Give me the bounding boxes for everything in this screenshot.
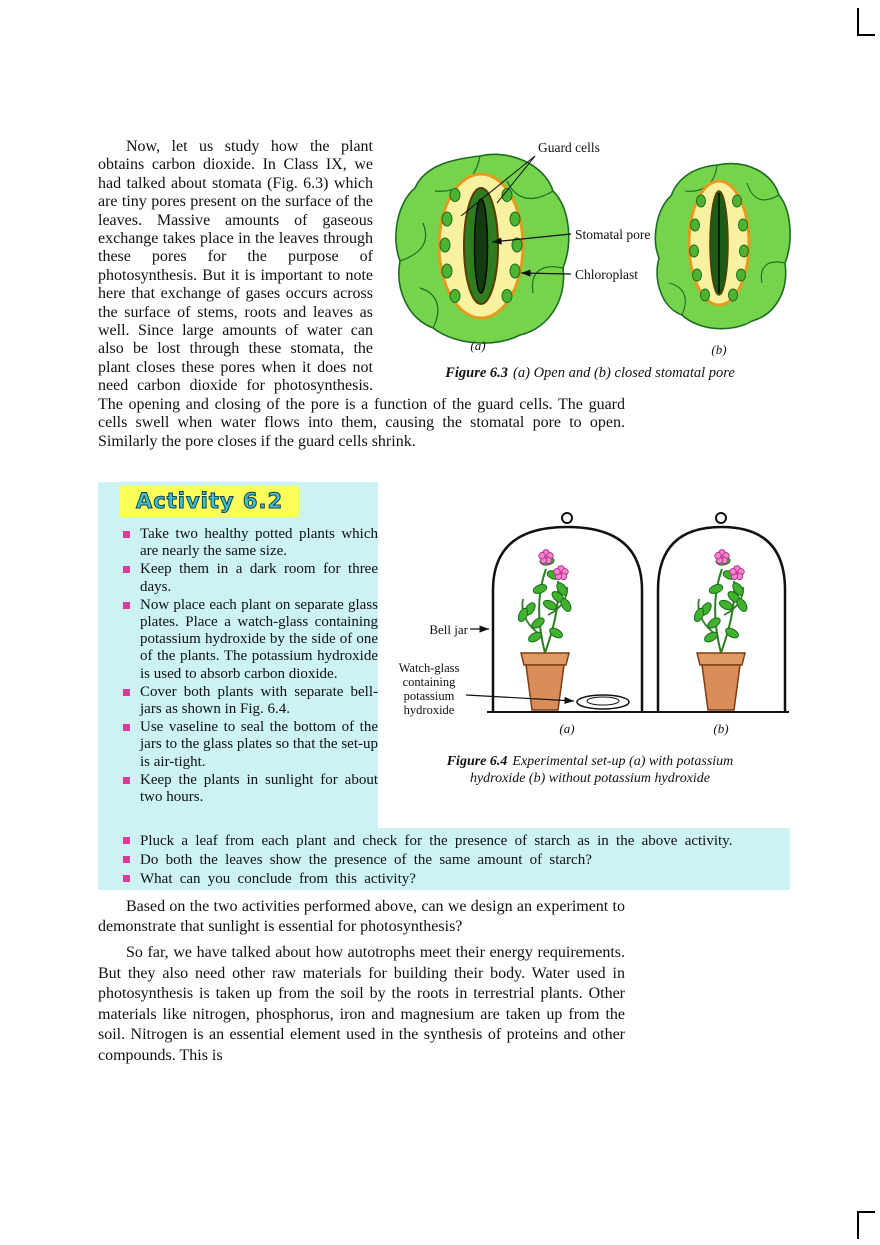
activity-questions	[140, 832, 786, 889]
activity-step: Take two healthy potted plants which are nearly the same size.	[140, 526, 378, 560]
stomatal-pore-label: Stomatal pore	[575, 227, 651, 242]
figure-6-3-spacer	[373, 138, 625, 394]
fig64-sub-b: (b)	[713, 721, 729, 736]
activity-title: Activity 6.2	[120, 486, 299, 517]
bell-jar-label: Bell jar	[429, 622, 468, 637]
figure-6-3-caption-number: Figure 6.3	[445, 365, 509, 381]
guard-cells-label: Guard cells	[538, 140, 600, 155]
paragraph-stomata-text: Now, let us study how the plant obtains carbon dioxide. In Class IX, we had talked about stomata (Fig. 6.3) which are tiny pores present on the surface of the leaves. Massive amounts of gaseous exchange takes place in the leaves through these pores for the purpose of photosynthesis. But it is important to note here that exchange of gases occurs across the surface of stems, roots and leaves as well. Since large amounts of water can also be lost through these stomata, the plant closes these pores when it does not need carbon dioxide for photosynthesis. The opening and closing of the pore is a function of the guard cells. The guard cells swell when water flows into them, causing the stomatal pore to open. Similarly the pore closes if the guard cells shrink.	[98, 138, 625, 450]
activity-step: Keep them in a dark room for three days.	[140, 561, 378, 595]
figure-6-4-caption-number: Figure 6.4	[446, 754, 508, 769]
activity-question: What can you conclude from this activity?	[140, 870, 786, 888]
fig63-sub-a: (a)	[470, 338, 486, 353]
activity-steps	[140, 526, 378, 807]
watch-glass	[577, 695, 629, 709]
closed-stoma	[655, 164, 790, 329]
corner-mark-top-right	[857, 8, 875, 36]
activity-step: Use vaseline to seal the bottom of the jars to the glass plates so that the set-up is air-tight.	[140, 719, 378, 770]
activity-step: Keep the plants in sunlight for about two hours.	[140, 771, 378, 806]
figure-6-4	[390, 505, 790, 787]
corner-mark-bottom-right	[857, 1211, 875, 1239]
activity-step: Cover both plants with separate bell-jars as shown in Fig. 6.4.	[140, 683, 378, 718]
activity-question: Pluck a leaf from each plant and check for the presence of starch as in the above activity.	[140, 832, 786, 850]
activity-step: Now place each plant on separate glass plates. Place a watch-glass containing potassium hydroxide by the side of one of the plants. The potassium hydroxide is used to absorb carbon dioxide.	[140, 596, 378, 682]
paragraph-stomata	[98, 138, 625, 451]
watch-glass-label: Watch-glass containing potassium hydroxide	[398, 661, 460, 717]
bell-jar-a	[487, 513, 653, 712]
figure-6-4-caption	[425, 753, 755, 787]
figure-6-3-caption-text: (a) Open and (b) closed stomatal pore	[513, 365, 735, 381]
paragraph-activities-question: Based on the two activities performed above, can we design an experiment to demonstrate that sunlight is essential for photosynthesis?	[98, 898, 625, 935]
activity-question: Do both the leaves show the presence of the same amount of starch?	[140, 851, 786, 869]
figure-6-4-caption-text: Experimental set-up (a) with potassium hydroxide (b) without potassium hydroxide	[469, 754, 734, 786]
fig64-sub-a: (a)	[559, 721, 575, 736]
fig63-sub-b: (b)	[711, 342, 727, 357]
chloroplast-label: Chloroplast	[575, 267, 638, 282]
paragraph-raw-materials: So far, we have talked about how autotrophs meet their energy requirements. But they also need other raw materials for building their body. Water used in photosynthesis is taken up from the soil by the roots in terrestrial plants. Other materials like nitrogen, phosphorus, iron and magnesium are taken up from the soil. Nitrogen is an essential element used in the synthesis of proteins and other compounds. This is	[98, 944, 625, 1064]
